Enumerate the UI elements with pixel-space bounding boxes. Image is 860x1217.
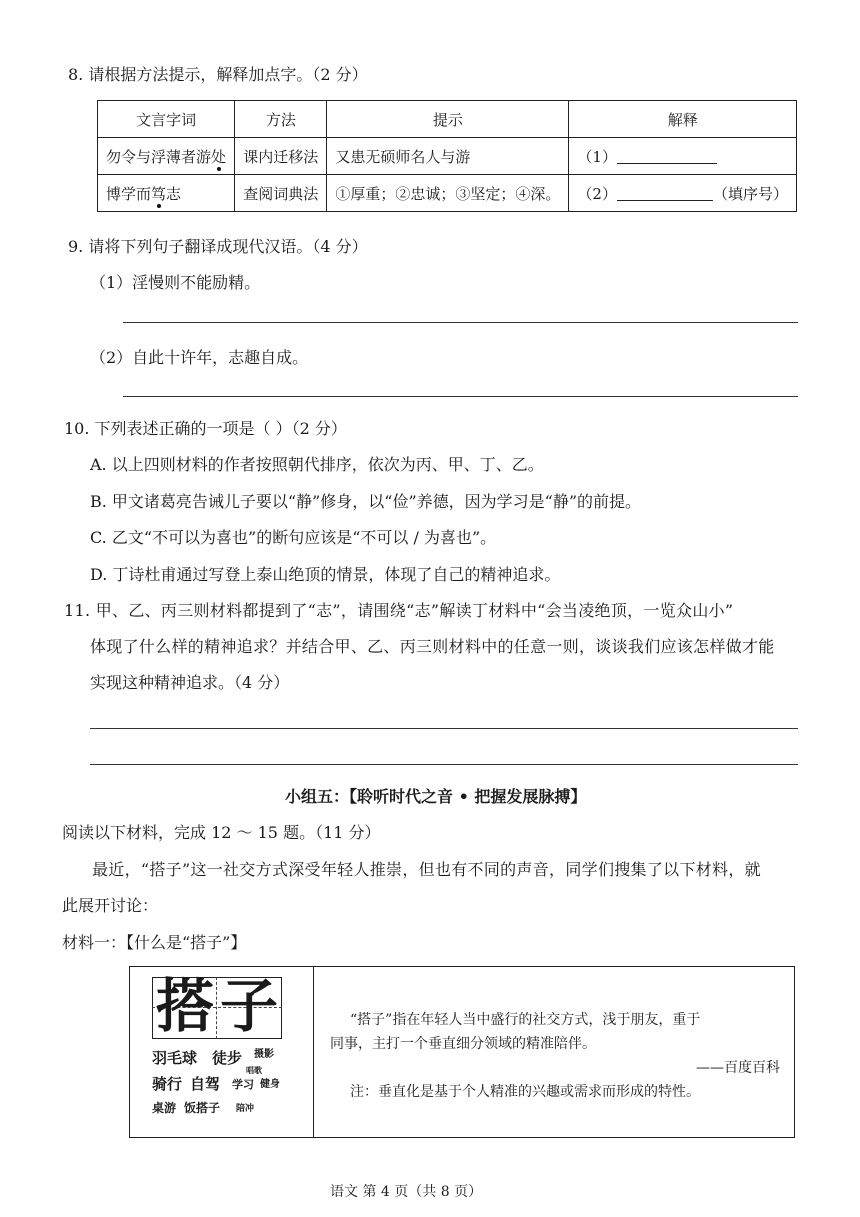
q11-line-2: 体现了什么样的精神追求？并结合甲、乙、丙三则材料中的任意一则，谈谈我们应该怎样做才能 bbox=[90, 637, 775, 656]
material1-box bbox=[129, 966, 795, 1138]
header-method: 方法 bbox=[235, 101, 327, 138]
logo-word: 学习 bbox=[232, 1078, 254, 1091]
q11-line-3: 实现这种精神追求。（4 分） bbox=[90, 673, 290, 692]
q9-item-1: （1）淫慢则不能励精。 bbox=[90, 273, 261, 292]
answer-note: （填序号） bbox=[712, 184, 788, 203]
header-classical-word: 文言字词 bbox=[98, 101, 235, 138]
answer-number: （1） bbox=[577, 147, 617, 166]
method-cell: 查阅词典法 bbox=[235, 175, 327, 212]
group5-intro-line-1: 最近，“搭子”这一社交方式深受年轻人推崇，但也有不同的声音，同学们搜集了以下材料，就 bbox=[92, 860, 761, 879]
q8-table-header bbox=[98, 101, 797, 138]
group5-title: 小组五：【聆听时代之音 • 把握发展脉搏】 bbox=[285, 787, 587, 806]
answer-line[interactable] bbox=[90, 764, 798, 765]
q8-stem: 8. 请根据方法提示，解释加点字。（2 分） bbox=[68, 65, 368, 84]
group5-instruction: 阅读以下材料，完成 12 ～ 15 题。（11 分） bbox=[62, 823, 381, 842]
definition-note: 注：垂直化是基于个人精准的兴趣或需求而形成的特性。 bbox=[350, 1084, 700, 1100]
classical-word-cell bbox=[98, 175, 235, 212]
definition-line-1: “搭子”指在年轻人当中盛行的社交方式，浅于朋友，重于 bbox=[350, 1012, 701, 1028]
logo-word: 摄影 bbox=[254, 1049, 274, 1060]
logo-char-zi: 子 bbox=[220, 972, 279, 1040]
dotted-character: 笃 bbox=[151, 184, 167, 203]
group5-intro-line-2: 此展开讨论： bbox=[62, 896, 159, 915]
q11-line-1: 11. 甲、乙、丙三则材料都提到了“志”，请围绕“志”解读丁材料中“会当凌绝顶，一览众山小” bbox=[64, 601, 734, 620]
q10-option-d[interactable]: D. 丁诗杜甫通过写登上泰山绝顶的情景，体现了自己的精神追求。 bbox=[90, 565, 561, 584]
logo-word: 唱歌 bbox=[246, 1066, 262, 1075]
hint-cell: ①厚重；②忠诚；③坚定；④深。 bbox=[327, 175, 569, 212]
q8-table bbox=[97, 100, 797, 212]
definition-line-2: 同事，主打一个垂直细分领域的精准陪伴。 bbox=[330, 1036, 596, 1052]
logo-word: 桌游 bbox=[152, 1101, 177, 1115]
logo-word: 徒步 bbox=[212, 1049, 243, 1067]
header-hint: 提示 bbox=[327, 101, 569, 138]
logo-word: 陪冲 bbox=[236, 1104, 255, 1114]
definition-source: ——百度百科 bbox=[696, 1060, 780, 1076]
logo-divider bbox=[216, 977, 217, 1039]
logo-word: 羽毛球 bbox=[152, 1049, 198, 1067]
page-footer: 语文 第 4 页（共 8 页） bbox=[330, 1184, 483, 1200]
q10-stem: 10. 下列表述正确的一项是（ ）（2 分） bbox=[64, 419, 347, 438]
method-cell: 课内迁移法 bbox=[235, 138, 327, 175]
classical-word-cell bbox=[98, 138, 235, 175]
word-text: 勿令与浮薄者游 bbox=[106, 147, 212, 166]
table-row bbox=[98, 138, 797, 175]
logo-word: 饭搭子 bbox=[184, 1101, 221, 1115]
answer-line[interactable] bbox=[123, 396, 798, 397]
q10-option-c[interactable]: C. 乙文“不可以为喜也”的断句应该是“不可以 / 为喜也”。 bbox=[90, 528, 497, 547]
word-text-suffix: 志 bbox=[166, 184, 182, 203]
logo-word: 自驾 bbox=[190, 1075, 221, 1093]
material1-label: 材料一：【什么是“搭子”】 bbox=[62, 933, 247, 952]
q10-option-b[interactable]: B. 甲文诸葛亮告诫儿子要以“静”修身，以“俭”养德，因为学习是“静”的前提。 bbox=[90, 492, 642, 511]
answer-cell[interactable] bbox=[569, 175, 797, 212]
q10-option-a[interactable]: A. 以上四则材料的作者按照朝代排序，依次为丙、甲、丁、乙。 bbox=[90, 455, 544, 474]
answer-number: （2） bbox=[577, 184, 617, 203]
dazi-logo bbox=[152, 972, 284, 1127]
dotted-character: 处 bbox=[211, 147, 227, 166]
answer-blank[interactable] bbox=[617, 184, 713, 201]
logo-word: 骑行 bbox=[152, 1075, 183, 1093]
logo-char-da: 搭 bbox=[156, 972, 215, 1040]
answer-line[interactable] bbox=[90, 728, 798, 729]
hint-cell: 又患无硕师名人与游 bbox=[327, 138, 569, 175]
answer-blank[interactable] bbox=[617, 147, 717, 164]
answer-cell[interactable] bbox=[569, 138, 797, 175]
q9-stem: 9. 请将下列句子翻译成现代汉语。（4 分） bbox=[68, 237, 368, 256]
box-divider bbox=[313, 967, 314, 1137]
q9-item-2: （2）自此十许年，志趣自成。 bbox=[90, 348, 309, 367]
logo-word: 健身 bbox=[260, 1079, 280, 1090]
answer-line[interactable] bbox=[123, 322, 798, 323]
word-text: 博学而 bbox=[106, 184, 152, 203]
table-row bbox=[98, 175, 797, 212]
header-explanation: 解释 bbox=[569, 101, 797, 138]
